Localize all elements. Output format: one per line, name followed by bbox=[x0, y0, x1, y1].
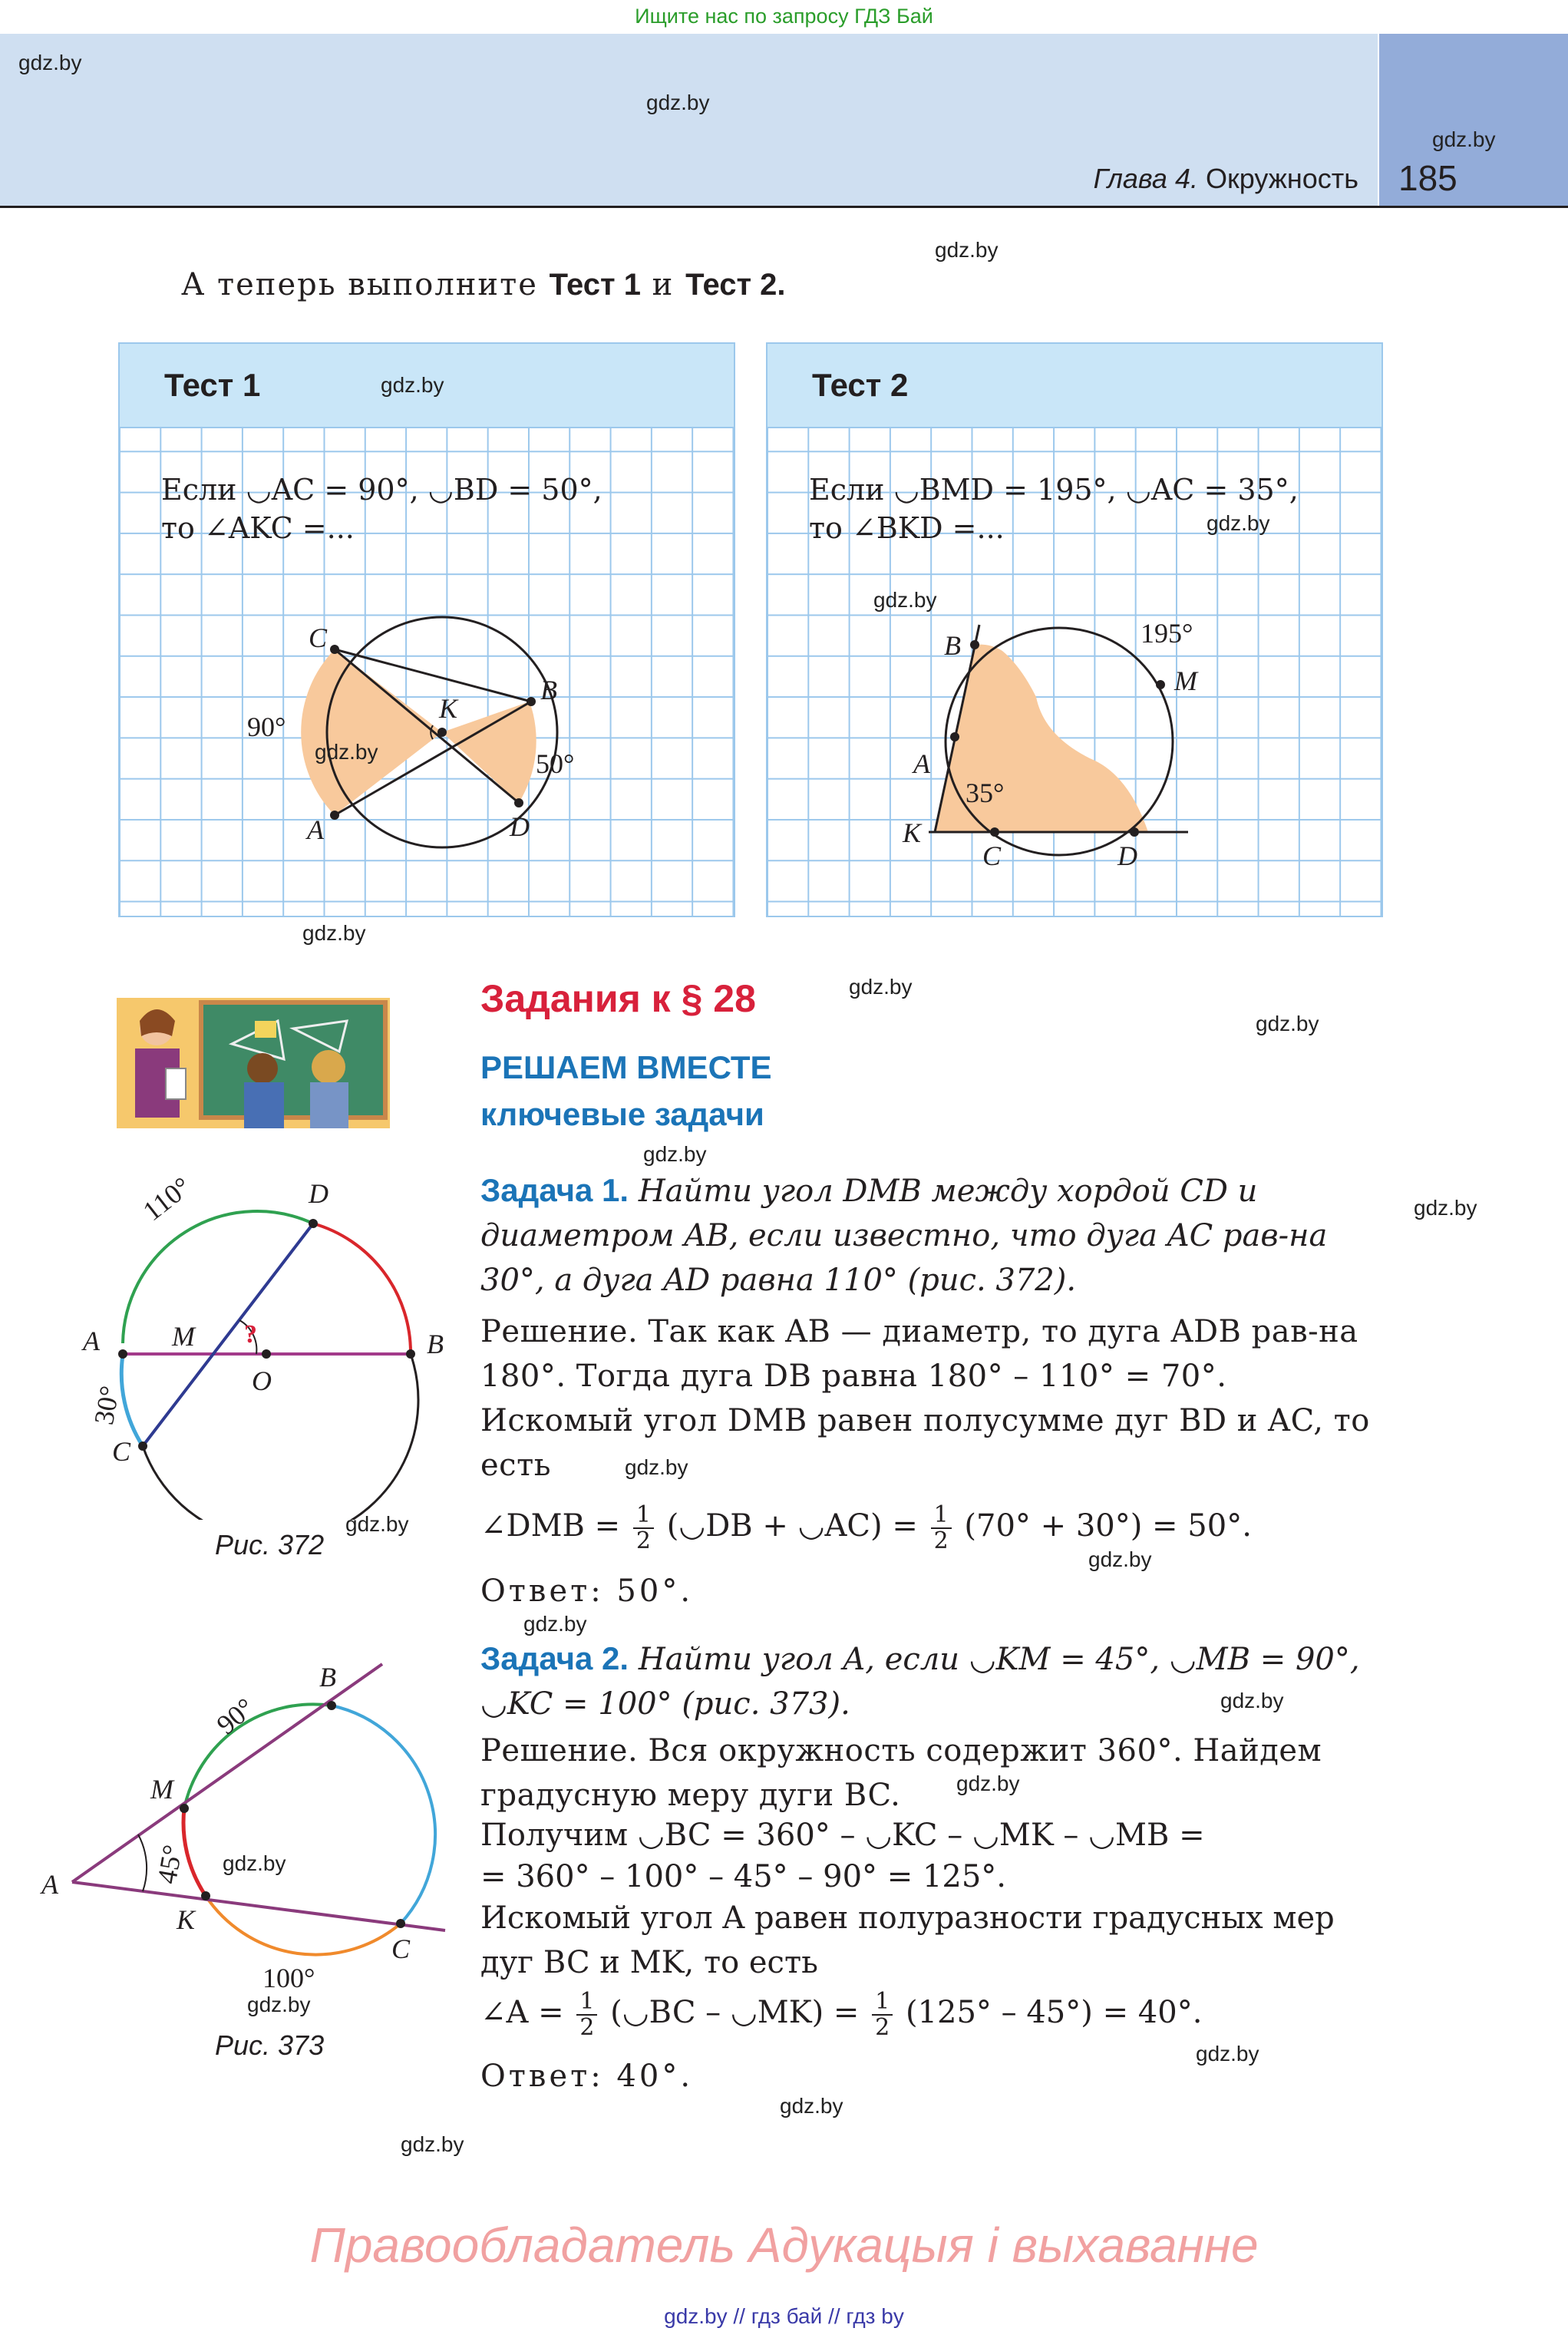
task2-frac-den-2: 2 bbox=[875, 2014, 890, 2041]
watermark: gdz.by bbox=[849, 975, 913, 999]
task2-text: Найти угол A, если ◡KM = 45°, ◡MB = 90°, ◡KC = 100° (рис. 373). bbox=[480, 1642, 1360, 1722]
fig373-secant-ac bbox=[72, 1882, 445, 1930]
watermark: gdz.by bbox=[315, 740, 378, 764]
watermark: gdz.by bbox=[247, 1993, 311, 2016]
fig373-point-m bbox=[180, 1804, 189, 1813]
fig372-point-a bbox=[118, 1349, 127, 1359]
fig372-arc-cb bbox=[143, 1354, 418, 1520]
fig372-arc-ac bbox=[121, 1355, 143, 1446]
test2-label-m: M bbox=[1174, 665, 1197, 696]
fig373-point-c bbox=[396, 1919, 405, 1928]
section-subtitle-2: ключевые задачи bbox=[480, 1096, 764, 1132]
fig372-point-c bbox=[138, 1441, 147, 1451]
test1-arc-bd: 50° bbox=[536, 748, 575, 779]
fig373-label-c: C bbox=[391, 1933, 411, 1964]
task1-formula-left: ∠DMB = bbox=[480, 1508, 621, 1544]
intro-conj: и bbox=[652, 267, 675, 302]
fig372-caption: Рис. 372 bbox=[215, 1529, 325, 1560]
fig372-arc-ad-label: 110° bbox=[137, 1171, 197, 1227]
test2-label-d: D bbox=[1117, 840, 1137, 871]
test1-line2: то ∠AKC =... bbox=[161, 511, 355, 545]
watermark: gdz.by bbox=[1196, 2042, 1259, 2066]
test1-point-k bbox=[437, 728, 447, 737]
watermark: gdz.by bbox=[1207, 511, 1270, 535]
watermark: gdz.by bbox=[345, 1512, 409, 1536]
task2-formula-left: ∠A = bbox=[480, 1995, 564, 2030]
task2-solution-3: = 360° – 100° – 45° – 90° = 125°. bbox=[480, 1859, 1007, 1894]
test2-title: Тест 2 bbox=[812, 367, 909, 403]
intro-test2: Тест 2 bbox=[685, 268, 777, 302]
test1-point-d bbox=[514, 798, 523, 807]
task2-frac-num: 1 bbox=[576, 1990, 597, 2016]
watermark: gdz.by bbox=[1414, 1196, 1477, 1220]
fig372-label-c: C bbox=[112, 1436, 131, 1467]
top-banner: Ищите нас по запросу ГДЗ Бай bbox=[635, 5, 933, 28]
task2-solution-2: Получим ◡BC = 360° – ◡KC – ◡MK – ◡MB = bbox=[480, 1818, 1205, 1853]
test2-arc-ac: 35° bbox=[966, 778, 1005, 808]
header-rule bbox=[0, 206, 1568, 208]
task2-formula-mid: (◡BC – ◡MK) = bbox=[610, 1995, 860, 2030]
page-number: 185 bbox=[1398, 158, 1457, 198]
task2-formula bbox=[480, 1990, 1202, 2040]
watermark: gdz.by bbox=[1220, 1689, 1284, 1712]
watermark: gdz.by bbox=[646, 91, 710, 114]
test1-point-c bbox=[330, 645, 339, 654]
task1-fraction-2 bbox=[931, 1503, 952, 1554]
task2-solution-1: Решение. Вся окружность содержит 360°. Найдем градусную меру дуги BC. bbox=[480, 1733, 1322, 1813]
task1-formula bbox=[480, 1503, 1252, 1554]
watermark: gdz.by bbox=[1256, 1012, 1319, 1035]
task2-label: Задача 2. bbox=[480, 1640, 629, 1676]
fig373-arc-kc-label: 100° bbox=[262, 1963, 315, 1993]
task2-fraction-2 bbox=[872, 1990, 893, 2040]
test1-figure bbox=[120, 344, 734, 916]
test1-arc-ac: 90° bbox=[247, 712, 286, 742]
footer-links[interactable]: gdz.by // гдз бай // гдз by bbox=[664, 2304, 904, 2328]
task2-frac-num-2: 1 bbox=[872, 1990, 893, 2016]
fig372-figure bbox=[46, 1167, 476, 1520]
test1-box bbox=[118, 342, 735, 917]
fig373-label-a: A bbox=[41, 1869, 58, 1900]
test1-point-b bbox=[527, 697, 536, 706]
fig372-label-d: D bbox=[309, 1178, 328, 1209]
test2-line1: Если ◡BMD = 195°, ◡AC = 35°, bbox=[809, 473, 1299, 507]
task1-fraction-1 bbox=[633, 1503, 654, 1554]
test2-point-c bbox=[990, 827, 999, 837]
fig372-point-b bbox=[406, 1349, 415, 1359]
watermark: gdz.by bbox=[780, 2094, 843, 2118]
test2-point-b bbox=[970, 640, 979, 649]
chapter-title bbox=[844, 163, 1358, 195]
watermark: gdz.by bbox=[643, 1142, 707, 1166]
chapter-name: Окружность bbox=[1205, 163, 1358, 194]
watermark: gdz.by bbox=[223, 1851, 286, 1875]
task1-formula-right: (70° + 30°) = 50°. bbox=[964, 1508, 1252, 1544]
task2-statement bbox=[480, 1636, 1378, 1726]
test1-point-a bbox=[330, 811, 339, 820]
task1-solution: Решение. Так как AB — диаметр, то дуга ADB рав-на 180°. Тогда дуга DB равна 180° – 110° = 70°. Искомый угол DMB равен полусумме дуг BD и AC, то есть bbox=[480, 1314, 1370, 1483]
task1-label: Задача 1. bbox=[480, 1172, 629, 1208]
task1-answer: Ответ: 50°. bbox=[480, 1574, 694, 1609]
test1-sector-ac bbox=[301, 649, 442, 815]
test2-label-k: K bbox=[903, 817, 922, 848]
fig373-arc-km-label: 45° bbox=[150, 1842, 189, 1887]
test2-label-b: B bbox=[944, 630, 961, 661]
task2-formula-right: (125° – 45°) = 40°. bbox=[905, 1995, 1203, 2030]
watermark: gdz.by bbox=[625, 1455, 688, 1479]
watermark: gdz.by bbox=[381, 373, 444, 397]
fig372-arc-ac-label: 30° bbox=[87, 1383, 126, 1428]
chapter-number: Глава 4. bbox=[1093, 163, 1198, 194]
fig373-arc-bc bbox=[332, 1706, 435, 1924]
fig373-label-m: M bbox=[150, 1774, 173, 1805]
fig372-arc-db bbox=[313, 1223, 411, 1354]
fig372-point-o bbox=[262, 1349, 271, 1359]
test1-label-d: D bbox=[510, 811, 530, 842]
test1-label-c: C bbox=[309, 622, 328, 653]
fig373-arc-mb bbox=[184, 1704, 332, 1808]
task2-solution-4: Искомый угол A равен полуразности градусных мер дуг BC и MK, то есть bbox=[480, 1900, 1335, 1980]
fig373-angle-mark bbox=[138, 1834, 147, 1891]
copyright-owner: Правообладатель Адукацыя і выхаванне bbox=[309, 2217, 1259, 2273]
intro-prefix: А теперь выполните bbox=[181, 267, 538, 302]
watermark: gdz.by bbox=[1088, 1547, 1152, 1571]
test2-label-a: A bbox=[913, 748, 930, 779]
fig372-label-m: M bbox=[172, 1321, 195, 1352]
intro-suffix: . bbox=[777, 268, 786, 302]
teacher-illustration bbox=[117, 998, 390, 1128]
watermark: gdz.by bbox=[956, 1772, 1020, 1795]
fig372-label-b: B bbox=[427, 1329, 444, 1359]
test1-line1: Если ◡AC = 90°, ◡BD = 50°, bbox=[161, 473, 602, 507]
fig373-point-b bbox=[327, 1701, 336, 1710]
watermark: gdz.by bbox=[302, 921, 366, 945]
watermark: gdz.by bbox=[401, 2132, 464, 2156]
test2-point-m bbox=[1156, 680, 1165, 689]
task2-frac-den: 2 bbox=[579, 2014, 595, 2041]
fig372-label-a: A bbox=[83, 1326, 100, 1356]
fig373-label-b: B bbox=[319, 1662, 336, 1692]
intro-test1: Тест 1 bbox=[549, 268, 641, 302]
test1-label-a: A bbox=[307, 814, 324, 845]
section-subtitle: РЕШАЕМ ВМЕСТЕ bbox=[480, 1049, 772, 1085]
test2-line2: то ∠BKD =... bbox=[809, 511, 1005, 545]
watermark: gdz.by bbox=[1432, 127, 1496, 151]
test2-label-c: C bbox=[982, 840, 1002, 871]
test2-point-a bbox=[950, 732, 959, 741]
fig372-arc-ad bbox=[123, 1211, 313, 1343]
test2-box bbox=[766, 342, 1383, 917]
intro-line bbox=[181, 267, 786, 302]
task2-answer: Ответ: 40°. bbox=[480, 2059, 694, 2094]
fig372-chord-cd bbox=[143, 1223, 313, 1446]
fig372-label-question: ? bbox=[244, 1320, 257, 1349]
watermark: gdz.by bbox=[935, 238, 999, 262]
test2-figure bbox=[767, 344, 1381, 916]
fig372-label-o: O bbox=[252, 1365, 272, 1396]
fig373-caption: Рис. 373 bbox=[215, 2029, 325, 2061]
task1-frac-den: 2 bbox=[635, 1527, 651, 1554]
fig373-point-k bbox=[201, 1891, 210, 1900]
watermark: gdz.by bbox=[18, 51, 82, 74]
section-title: Задания к § 28 bbox=[480, 977, 756, 1020]
watermark: gdz.by bbox=[873, 588, 937, 612]
fig373-label-k: K bbox=[177, 1904, 196, 1935]
task2-fraction-1 bbox=[576, 1990, 597, 2040]
fig373-arc-mb-label: 90° bbox=[210, 1692, 260, 1741]
test1-label-k: K bbox=[439, 693, 458, 724]
task1-frac-num: 1 bbox=[633, 1503, 654, 1529]
watermark: gdz.by bbox=[523, 1612, 587, 1636]
test2-arc-bmd: 195° bbox=[1141, 618, 1193, 649]
test1-title: Тест 1 bbox=[164, 367, 261, 403]
task1-frac-num-2: 1 bbox=[931, 1503, 952, 1529]
task1-formula-mid: (◡DB + ◡AC) = bbox=[666, 1508, 918, 1544]
fig373-secant-ab bbox=[72, 1664, 382, 1882]
test2-point-d bbox=[1130, 827, 1139, 837]
task1-statement bbox=[480, 1168, 1378, 1303]
fig372-point-d bbox=[309, 1219, 318, 1228]
task1-text: Найти угол DMB между хордой CD и диаметром AB, если известно, что дуга AC рав-на 30°, а дуга AD равна 110° (рис. 372). bbox=[480, 1174, 1328, 1298]
test1-label-b: B bbox=[540, 675, 557, 705]
task1-frac-den-2: 2 bbox=[933, 1527, 949, 1554]
